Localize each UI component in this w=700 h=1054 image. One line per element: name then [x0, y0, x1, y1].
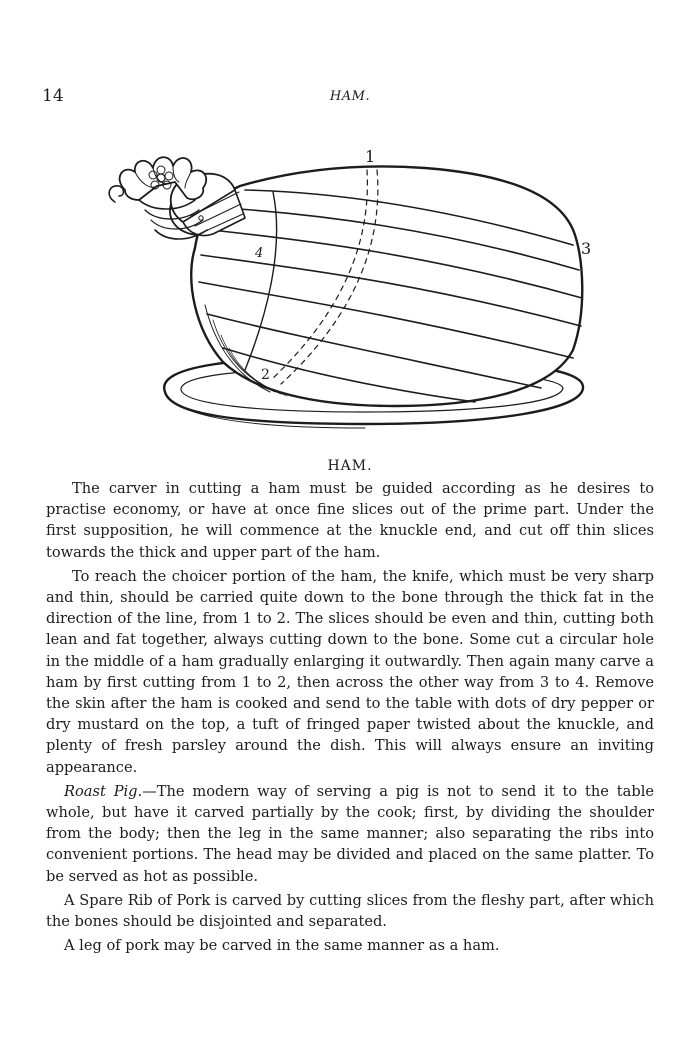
figure-label-2: 2 — [261, 367, 270, 383]
figure-label-4: 4 — [255, 246, 264, 261]
figure-label-3: 3 — [581, 239, 592, 258]
body-text — [46, 478, 654, 959]
ham-illustration — [95, 130, 615, 450]
page-number: 14 — [42, 86, 64, 106]
paragraph-choicer-portion: To reach the choicer portion of the ham, the knife, which must be very sharp and thin, should be carried quite down to the bone through the thick fat in the direction of the line, from 1 to 2. The slices should be even and thin, cutting both lean and fat together, always cutting down to the bone. Some cut a circular hole in the middle of a ham gradually enlarging it outwardly. Then again many carve a ham by first cutting from 1 to 2, then across the other way from 3 to 4. Remove the skin after the ham is cooked and send to the table with dots of dry pepper or dry mustard on the top, a tuft of fringed paper twisted about the knuckle, and plenty of fresh parsley around the dish. This will always ensure an inviting appearance. — [46, 567, 654, 776]
roast-pig-heading: Roast Pig. — [64, 782, 143, 800]
roast-pig-body: —The modern way of serving a pig is not to send it to the table whole, but have it carved partially by the cook; first, by dividing the shoulder from the body; then the leg in the same manner; also separating the ribs into convenient portions. The head may be divided and placed on the same platter. To be served as hot as possible. — [46, 782, 654, 885]
paragraph-spare-rib: A Spare Rib of Pork is carved by cutting slices from the fleshy part, after which the bones should be disjointed and separated. — [46, 891, 654, 931]
figure-label-1: 1 — [365, 147, 376, 166]
figure-caption: HAM. — [327, 458, 373, 474]
paper-frill — [109, 157, 245, 239]
paragraph-roast-pig — [46, 781, 654, 887]
running-title: HAM. — [329, 89, 371, 104]
paragraph-leg-of-pork: A leg of pork may be carved in the same manner as a ham. — [64, 937, 500, 955]
paragraph-carving-economy: The carver in cutting a ham must be guided according as he desires to practise economy, or have at once fine slices out of the prime part. Under the first supposition, he will commence at the knuckle end, and cut off thin slices towards the thick and upper part of the ham. — [46, 480, 654, 561]
ham-body — [191, 166, 582, 406]
